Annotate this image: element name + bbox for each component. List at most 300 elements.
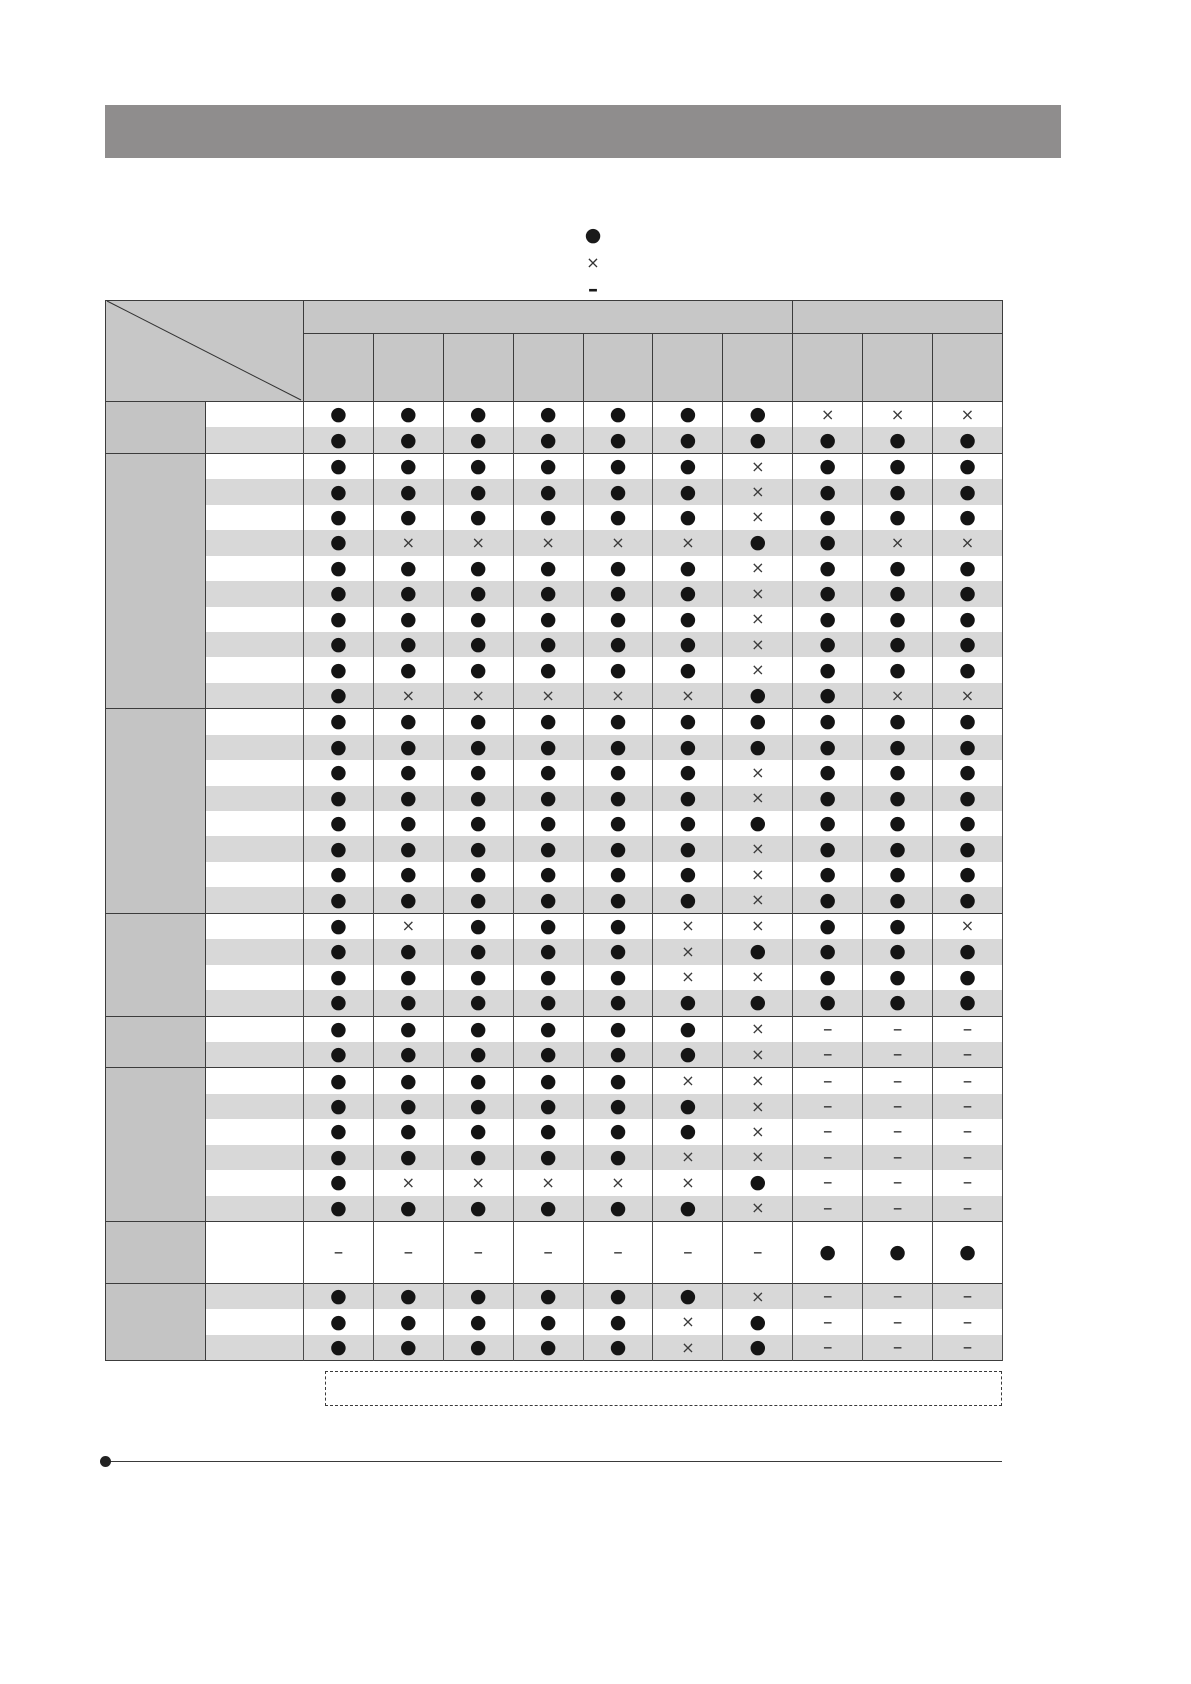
compatibility-cell: ● [443,836,513,861]
compatibility-cell: ● [933,581,1003,606]
compatibility-cell: ● [933,479,1003,504]
table-row [106,1196,1003,1222]
compatibility-cell: ● [443,1145,513,1170]
compatibility-cell: ● [513,479,583,504]
row-label-cell [206,709,304,735]
compatibility-cell: ● [723,683,793,709]
table-body [106,402,1003,1361]
compatibility-cell: ● [933,453,1003,479]
compatibility-cell: ● [653,1196,723,1222]
table-row [106,556,1003,581]
table-row [106,530,1003,555]
table-row [106,1094,1003,1119]
row-label-cell [206,632,304,657]
compatibility-cell: ● [304,1284,374,1310]
compatibility-cell: ● [373,505,443,530]
compatibility-cell: ● [723,990,793,1016]
compatibility-cell: ● [583,1119,653,1144]
compatibility-cell: × [723,836,793,861]
compatibility-cell: ● [304,786,374,811]
compatibility-cell: ● [723,402,793,428]
column-header [304,334,374,402]
compatibility-cell: × [373,1170,443,1195]
compatibility-cell: ● [583,505,653,530]
compatibility-cell: ● [304,887,374,913]
row-label-cell [206,479,304,504]
compatibility-cell: ● [373,402,443,428]
compatibility-cell: ● [863,632,933,657]
compatibility-cell: × [723,1119,793,1144]
compatibility-cell: ● [583,402,653,428]
compatibility-cell: ● [373,1335,443,1361]
compatibility-cell: – [863,1145,933,1170]
compatibility-cell: ● [723,1335,793,1361]
row-label-cell [206,990,304,1016]
compatibility-cell: ● [304,1170,374,1195]
compatibility-cell: ● [863,836,933,861]
compatibility-cell: – [373,1222,443,1284]
compatibility-cell: × [653,1170,723,1195]
compatibility-cell: ● [723,1170,793,1195]
compatibility-cell: ● [304,965,374,990]
compatibility-cell: ● [583,427,653,453]
compatibility-cell: ● [373,862,443,887]
compatibility-cell: × [583,530,653,555]
compatibility-cell: ● [373,1119,443,1144]
compatibility-cell: ● [653,453,723,479]
compatibility-cell: ● [304,735,374,760]
compatibility-cell: ● [583,632,653,657]
symbol-legend [579,222,607,303]
row-label-cell [206,887,304,913]
compatibility-cell: ● [793,479,863,504]
compatibility-cell: ● [513,1196,583,1222]
compatibility-cell: ● [513,1284,583,1310]
compatibility-cell: ● [304,939,374,964]
compatibility-cell: ● [793,453,863,479]
compatibility-cell: – [304,1222,374,1284]
row-label-cell [206,1145,304,1170]
compatibility-cell: × [443,683,513,709]
compatibility-cell: – [933,1284,1003,1310]
group-label-cell [106,1222,206,1284]
compatibility-cell: × [723,657,793,682]
compatibility-cell: – [793,1016,863,1042]
compatibility-cell: ● [653,836,723,861]
compatibility-cell: – [863,1335,933,1361]
compatibility-cell: ● [863,1222,933,1284]
compatibility-cell: – [793,1145,863,1170]
compatibility-cell: ● [304,1309,374,1334]
compatibility-cell: ● [443,453,513,479]
compatibility-cell: × [373,913,443,939]
compatibility-cell: × [723,786,793,811]
compatibility-cell: ● [723,427,793,453]
compatibility-cell: ● [443,427,513,453]
compatibility-cell: ● [793,427,863,453]
row-label-cell [206,657,304,682]
compatibility-cell: – [863,1284,933,1310]
compatibility-cell: × [373,683,443,709]
compatibility-cell: ● [443,556,513,581]
compatibility-cell: ● [583,479,653,504]
compatibility-cell: – [933,1094,1003,1119]
compatibility-cell: ● [793,862,863,887]
compatibility-cell: × [723,1196,793,1222]
compatibility-cell: ● [304,530,374,555]
table-row [106,505,1003,530]
dashed-note-box [325,1371,1002,1406]
compatibility-cell: × [723,887,793,913]
column-header [373,334,443,402]
compatibility-cell: – [443,1222,513,1284]
table-row [106,402,1003,428]
table-row [106,1170,1003,1195]
compatibility-cell: ● [443,657,513,682]
table-row [106,965,1003,990]
compatibility-cell: ● [373,581,443,606]
compatibility-cell: ● [793,887,863,913]
table-row [106,1016,1003,1042]
compatibility-cell: ● [304,990,374,1016]
compatibility-cell: ● [443,1068,513,1094]
compatibility-cell: × [653,1068,723,1094]
compatibility-cell: × [933,913,1003,939]
compatibility-cell: – [863,1196,933,1222]
compatibility-cell: – [793,1196,863,1222]
compatibility-cell: ● [583,1094,653,1119]
row-label-cell [206,1016,304,1042]
footer-bullet-icon [100,1456,111,1467]
compatibility-cell: × [583,1170,653,1195]
compatibility-cell: × [653,1145,723,1170]
compatibility-cell: ● [583,811,653,836]
compatibility-cell: ● [373,1145,443,1170]
row-label-cell [206,581,304,606]
compatibility-cell: ● [583,1145,653,1170]
compatibility-cell: ● [373,760,443,785]
row-label-cell [206,453,304,479]
compatibility-cell: ● [653,887,723,913]
compatibility-cell: – [933,1309,1003,1334]
row-label-cell [206,1335,304,1361]
compatibility-cell: – [793,1170,863,1195]
compatibility-cell: × [723,453,793,479]
compatibility-cell: ● [443,913,513,939]
row-label-cell [206,402,304,428]
compatibility-cell: ● [304,709,374,735]
row-label-cell [206,505,304,530]
compatibility-cell: ● [583,760,653,785]
compatibility-cell: ● [513,453,583,479]
compatibility-cell: ● [513,556,583,581]
group-label-cell [106,913,206,1016]
compatibility-cell: ● [304,1016,374,1042]
compatibility-cell: ● [443,735,513,760]
compatibility-cell: – [863,1016,933,1042]
compatibility-cell: ● [933,811,1003,836]
compatibility-cell: ● [793,1222,863,1284]
compatibility-cell: ● [513,1145,583,1170]
compatibility-cell: × [723,965,793,990]
compatibility-cell: × [863,402,933,428]
compatibility-cell: ● [443,1335,513,1361]
compatibility-cell: – [793,1119,863,1144]
compatibility-cell: ● [513,990,583,1016]
compatibility-cell: ● [513,836,583,861]
compatibility-cell: ● [443,1284,513,1310]
compatibility-cell: ● [863,556,933,581]
compatibility-cell: – [863,1068,933,1094]
table-row [106,479,1003,504]
compatibility-cell: ● [583,913,653,939]
row-label-cell [206,607,304,632]
compatibility-cell: ● [653,632,723,657]
compatibility-cell: ● [304,683,374,709]
compatibility-cell: ● [863,887,933,913]
compatibility-cell: ● [304,479,374,504]
compatibility-cell: – [933,1119,1003,1144]
compatibility-cell: ● [373,1016,443,1042]
compatibility-cell: ● [583,1196,653,1222]
compatibility-cell: × [723,862,793,887]
compatibility-cell: ● [653,862,723,887]
compatibility-cell: × [653,965,723,990]
compatibility-cell: ● [863,811,933,836]
compatibility-cell: ● [863,709,933,735]
compatibility-cell: ● [583,1309,653,1334]
compatibility-cell: ● [863,990,933,1016]
compatibility-cell: ● [304,836,374,861]
compatibility-cell: – [793,1335,863,1361]
compatibility-cell: ● [513,632,583,657]
compatibility-cell: ● [443,862,513,887]
row-label-cell [206,1119,304,1144]
compatibility-cell: – [793,1042,863,1068]
compatibility-cell: ● [793,683,863,709]
compatibility-cell: ● [513,1094,583,1119]
compatibility-cell: ● [793,786,863,811]
row-label-cell [206,530,304,555]
compatibility-cell: ● [863,735,933,760]
compatibility-cell: ● [723,530,793,555]
compatibility-cell: ● [723,1309,793,1334]
compatibility-cell: ● [513,581,583,606]
compatibility-cell: ● [653,786,723,811]
compatibility-cell: ● [933,990,1003,1016]
compatibility-cell: ● [653,760,723,785]
table-row [106,1145,1003,1170]
compatibility-cell: ● [513,887,583,913]
compatibility-cell: – [863,1170,933,1195]
compatibility-cell: ● [583,887,653,913]
compatibility-cell: ● [793,530,863,555]
compatibility-cell: ● [653,402,723,428]
compatibility-cell: ● [793,657,863,682]
legend-incompatible-symbol: × [586,253,600,272]
legend-not-applicable-symbol: – [588,277,598,301]
compatibility-cell: ● [373,1068,443,1094]
compatibility-cell: ● [443,632,513,657]
compatibility-cell: ● [793,990,863,1016]
compatibility-cell: × [443,1170,513,1195]
group-label-cell [106,402,206,454]
compatibility-cell: – [933,1196,1003,1222]
compatibility-cell: – [723,1222,793,1284]
column-header [933,334,1003,402]
compatibility-cell: ● [933,709,1003,735]
compatibility-cell: – [933,1145,1003,1170]
compatibility-cell: ● [863,913,933,939]
compatibility-cell: ● [653,505,723,530]
table-row [106,1309,1003,1334]
compatibility-cell: ● [863,657,933,682]
compatibility-cell: ● [373,1284,443,1310]
group-label-cell [106,1016,206,1068]
compatibility-cell: ● [653,811,723,836]
compatibility-cell: ● [653,1119,723,1144]
compatibility-cell: × [723,913,793,939]
compatibility-cell: ● [653,709,723,735]
compatibility-cell: ● [513,760,583,785]
row-label-cell [206,1309,304,1334]
table-row [106,990,1003,1016]
column-header [723,334,793,402]
compatibility-cell: ● [373,632,443,657]
compatibility-cell: ● [304,607,374,632]
row-label-cell [206,913,304,939]
compatibility-cell: ● [583,1042,653,1068]
compatibility-cell: ● [723,735,793,760]
row-label-cell [206,1222,304,1284]
row-label-cell [206,1094,304,1119]
compatibility-cell: ● [793,836,863,861]
compatibility-cell: × [723,1016,793,1042]
compatibility-cell: ● [863,786,933,811]
compatibility-cell: ● [653,657,723,682]
compatibility-cell: ● [373,1094,443,1119]
table-row [106,1042,1003,1068]
compatibility-cell: – [513,1222,583,1284]
compatibility-cell: × [863,683,933,709]
compatibility-cell: ● [513,505,583,530]
table-row [106,1119,1003,1144]
column-group-header-a [304,301,793,334]
compatibility-cell: ● [793,632,863,657]
compatibility-cell: ● [583,607,653,632]
compatibility-cell: – [863,1094,933,1119]
compatibility-cell: ● [933,836,1003,861]
compatibility-cell: ● [513,965,583,990]
compatibility-cell: ● [863,505,933,530]
compatibility-cell: ● [443,965,513,990]
compatibility-cell: ● [513,709,583,735]
compatibility-cell: ● [793,939,863,964]
compatibility-cell: ● [513,786,583,811]
row-label-cell [206,683,304,709]
compatibility-cell: ● [583,1335,653,1361]
table-row [106,836,1003,861]
column-header [583,334,653,402]
compatibility-cell: ● [583,990,653,1016]
compatibility-cell: ● [653,581,723,606]
table-row [106,760,1003,785]
column-header [653,334,723,402]
table-row [106,1284,1003,1310]
table-row [106,607,1003,632]
compatibility-cell: ● [933,735,1003,760]
compatibility-cell: ● [793,607,863,632]
compatibility-cell: ● [583,1068,653,1094]
compatibility-cell: × [443,530,513,555]
compatibility-cell: ● [443,786,513,811]
compatibility-cell: ● [304,632,374,657]
table-row [106,735,1003,760]
compatibility-cell: ● [304,1119,374,1144]
compatibility-cell: × [863,530,933,555]
compatibility-cell: ● [933,862,1003,887]
compatibility-cell: × [933,402,1003,428]
compatibility-cell: × [583,683,653,709]
compatibility-cell: × [653,939,723,964]
compatibility-cell: × [653,1335,723,1361]
compatibility-cell: ● [863,760,933,785]
compatibility-cell: ● [513,1335,583,1361]
compatibility-cell: ● [513,1309,583,1334]
compatibility-cell: ● [443,607,513,632]
compatibility-cell: ● [443,505,513,530]
row-label-cell [206,735,304,760]
compatibility-cell: ● [863,862,933,887]
table-row [106,1335,1003,1361]
compatibility-cell: ● [304,862,374,887]
compatibility-cell: ● [304,1145,374,1170]
compatibility-cell: ● [373,1196,443,1222]
row-label-cell [206,427,304,453]
compatibility-cell: ● [443,760,513,785]
compatibility-cell: ● [583,965,653,990]
compatibility-cell: – [583,1222,653,1284]
compatibility-cell: ● [443,1309,513,1334]
row-label-cell [206,786,304,811]
table-row [106,427,1003,453]
row-label-cell [206,1068,304,1094]
compatibility-cell: ● [373,427,443,453]
compatibility-cell: ● [304,581,374,606]
row-label-cell [206,556,304,581]
compatibility-cell: ● [583,709,653,735]
compatibility-cell: ● [304,402,374,428]
table-row [106,1068,1003,1094]
group-label-cell [106,1068,206,1222]
compatibility-cell: × [373,530,443,555]
compatibility-cell: × [723,1284,793,1310]
compatibility-cell: ● [443,939,513,964]
compatibility-cell: ● [443,1094,513,1119]
compatibility-cell: ● [933,607,1003,632]
compatibility-cell: ● [443,990,513,1016]
compatibility-cell: ● [583,556,653,581]
compatibility-cell: ● [583,836,653,861]
compatibility-cell: ● [513,657,583,682]
compatibility-cell: – [933,1170,1003,1195]
table-row [106,1222,1003,1284]
compatibility-table [105,300,1003,1361]
compatibility-cell: – [793,1094,863,1119]
compatibility-cell: ● [373,479,443,504]
compatibility-cell: ● [863,607,933,632]
row-label-cell [206,965,304,990]
